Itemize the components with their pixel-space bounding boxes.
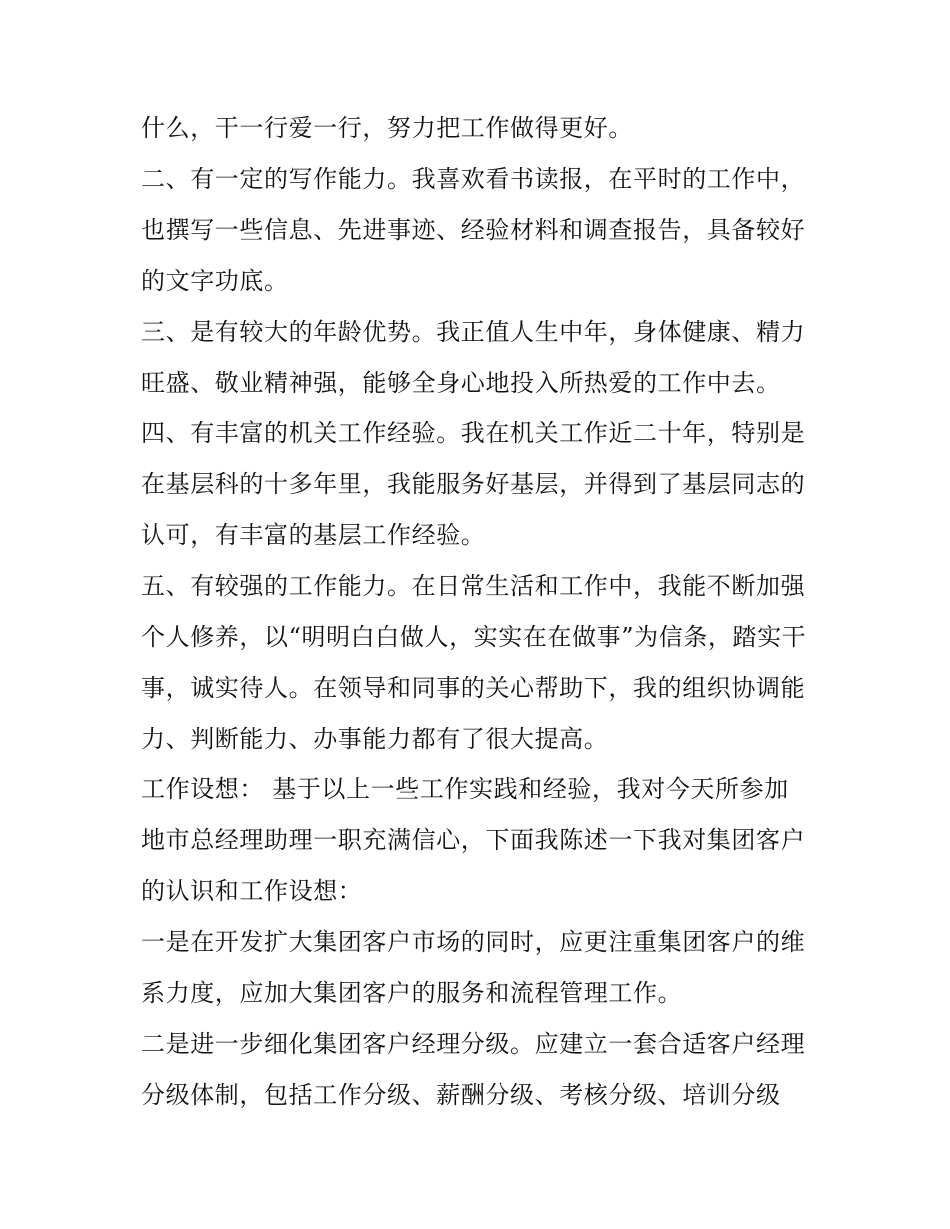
text-line: 认可，有丰富的基层工作经验。: [141, 521, 486, 549]
text-line: 在基层科的十多年里，我能服务好基层，并得到了基层同志的: [141, 470, 806, 498]
text-line: 分级体制，包括工作分级、薪酬分级、考核分级、培训分级: [141, 1081, 781, 1109]
text-line: 五、有较强的工作能力。在日常生活和工作中，我能不断加强: [141, 572, 806, 600]
text-line: 三、是有较大的年龄优势。我正值人生中年，身体健康、精力: [141, 318, 806, 346]
text-line: 的文字功底。: [141, 267, 289, 295]
text-line: 也撰写一些信息、先进事迹、经验材料和调查报告，具备较好: [141, 216, 806, 244]
text-line: 一是在开发扩大集团客户市场的同时，应更注重集团客户的维: [141, 928, 806, 956]
text-line: 力、判断能力、办事能力都有了很大提高。: [141, 725, 609, 753]
text-line: 四、有丰富的机关工作经验。我在机关工作近二十年，特别是: [141, 419, 806, 447]
text-line: 事，诚实待人。在领导和同事的关心帮助下，我的组织协调能: [141, 674, 806, 702]
text-line: 工作设想： 基于以上一些工作实践和经验，我对今天所参加: [141, 775, 789, 803]
text-line: 旺盛、敬业精神强，能够全身心地投入所热爱的工作中去。: [141, 369, 781, 397]
text-line: 地市总经理助理一职充满信心，下面我陈述一下我对集团客户: [141, 826, 806, 854]
text-line: 二是进一步细化集团客户经理分级。应建立一套合适客户经理: [141, 1030, 806, 1058]
text-line: 系力度，应加大集团客户的服务和流程管理工作。: [141, 979, 683, 1007]
text-line: 什么，干一行爱一行，努力把工作做得更好。: [141, 114, 633, 142]
text-line: 的认识和工作设想：: [141, 877, 363, 905]
text-line: 个人修养，以“明明白白做人，实实在在做事”为信条，踏实干: [141, 623, 807, 651]
text-line: 二、有一定的写作能力。我喜欢看书读报，在平时的工作中，: [141, 165, 806, 193]
